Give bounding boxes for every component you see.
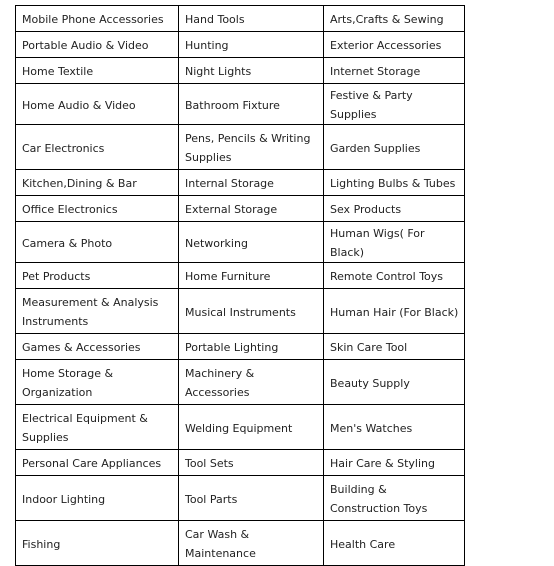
table-cell: Kitchen,Dining & Bar — [16, 170, 179, 196]
table-cell: Arts,Crafts & Sewing — [324, 6, 465, 32]
table-cell: Tool Sets — [179, 450, 324, 476]
table-cell: Pet Products — [16, 263, 179, 289]
table-cell: Internal Storage — [179, 170, 324, 196]
table-cell: Night Lights — [179, 58, 324, 84]
table-cell: Home Storage & Organization — [16, 360, 179, 405]
table-cell: Home Audio & Video — [16, 84, 179, 125]
table-cell: Pens, Pencils & Writing Supplies — [179, 125, 324, 170]
table-cell: Mobile Phone Accessories — [16, 6, 179, 32]
table-cell: Electrical Equipment & Supplies — [16, 405, 179, 450]
table-row — [16, 360, 465, 405]
category-table — [15, 5, 465, 566]
table-cell: Hand Tools — [179, 6, 324, 32]
table-cell: Car Wash & Maintenance — [179, 521, 324, 566]
table-cell: Personal Care Appliances — [16, 450, 179, 476]
table-row — [16, 334, 465, 360]
table-cell: Men's Watches — [324, 405, 465, 450]
table-cell: Machinery & Accessories — [179, 360, 324, 405]
table-cell: Internet Storage — [324, 58, 465, 84]
table-cell: Fishing — [16, 521, 179, 566]
table-cell: Hair Care & Styling — [324, 450, 465, 476]
table-cell: Human Wigs( For Black) — [324, 222, 465, 263]
table-row — [16, 84, 465, 125]
table-cell: Portable Audio & Video — [16, 32, 179, 58]
table-row — [16, 263, 465, 289]
table-row — [16, 222, 465, 263]
table-cell: Hunting — [179, 32, 324, 58]
table-row — [16, 125, 465, 170]
table-cell: Remote Control Toys — [324, 263, 465, 289]
table-cell: Festive & Party Supplies — [324, 84, 465, 125]
table-row — [16, 32, 465, 58]
table-cell: Bathroom Fixture — [179, 84, 324, 125]
table-cell: Health Care — [324, 521, 465, 566]
table-cell: Portable Lighting — [179, 334, 324, 360]
table-cell: Networking — [179, 222, 324, 263]
table-cell: Beauty Supply — [324, 360, 465, 405]
table-cell: Indoor Lighting — [16, 476, 179, 521]
table-row — [16, 6, 465, 32]
table-row — [16, 405, 465, 450]
table-cell: Skin Care Tool — [324, 334, 465, 360]
table-cell: Home Furniture — [179, 263, 324, 289]
table-row — [16, 476, 465, 521]
table-cell: Sex Products — [324, 196, 465, 222]
table-cell: Human Hair (For Black) — [324, 289, 465, 334]
table-row — [16, 58, 465, 84]
table-row — [16, 170, 465, 196]
table-cell: Lighting Bulbs & Tubes — [324, 170, 465, 196]
table-cell: Tool Parts — [179, 476, 324, 521]
table-cell: Welding Equipment — [179, 405, 324, 450]
table-cell: External Storage — [179, 196, 324, 222]
table-cell: Car Electronics — [16, 125, 179, 170]
table-cell: Measurement & Analysis Instruments — [16, 289, 179, 334]
table-cell: Office Electronics — [16, 196, 179, 222]
table-cell: Exterior Accessories — [324, 32, 465, 58]
table-cell: Garden Supplies — [324, 125, 465, 170]
table-row — [16, 196, 465, 222]
table-row — [16, 450, 465, 476]
table-cell: Musical Instruments — [179, 289, 324, 334]
table-row — [16, 289, 465, 334]
table-cell: Building & Construction Toys — [324, 476, 465, 521]
table-cell: Camera & Photo — [16, 222, 179, 263]
table-cell: Home Textile — [16, 58, 179, 84]
table-cell: Games & Accessories — [16, 334, 179, 360]
table-row — [16, 521, 465, 566]
